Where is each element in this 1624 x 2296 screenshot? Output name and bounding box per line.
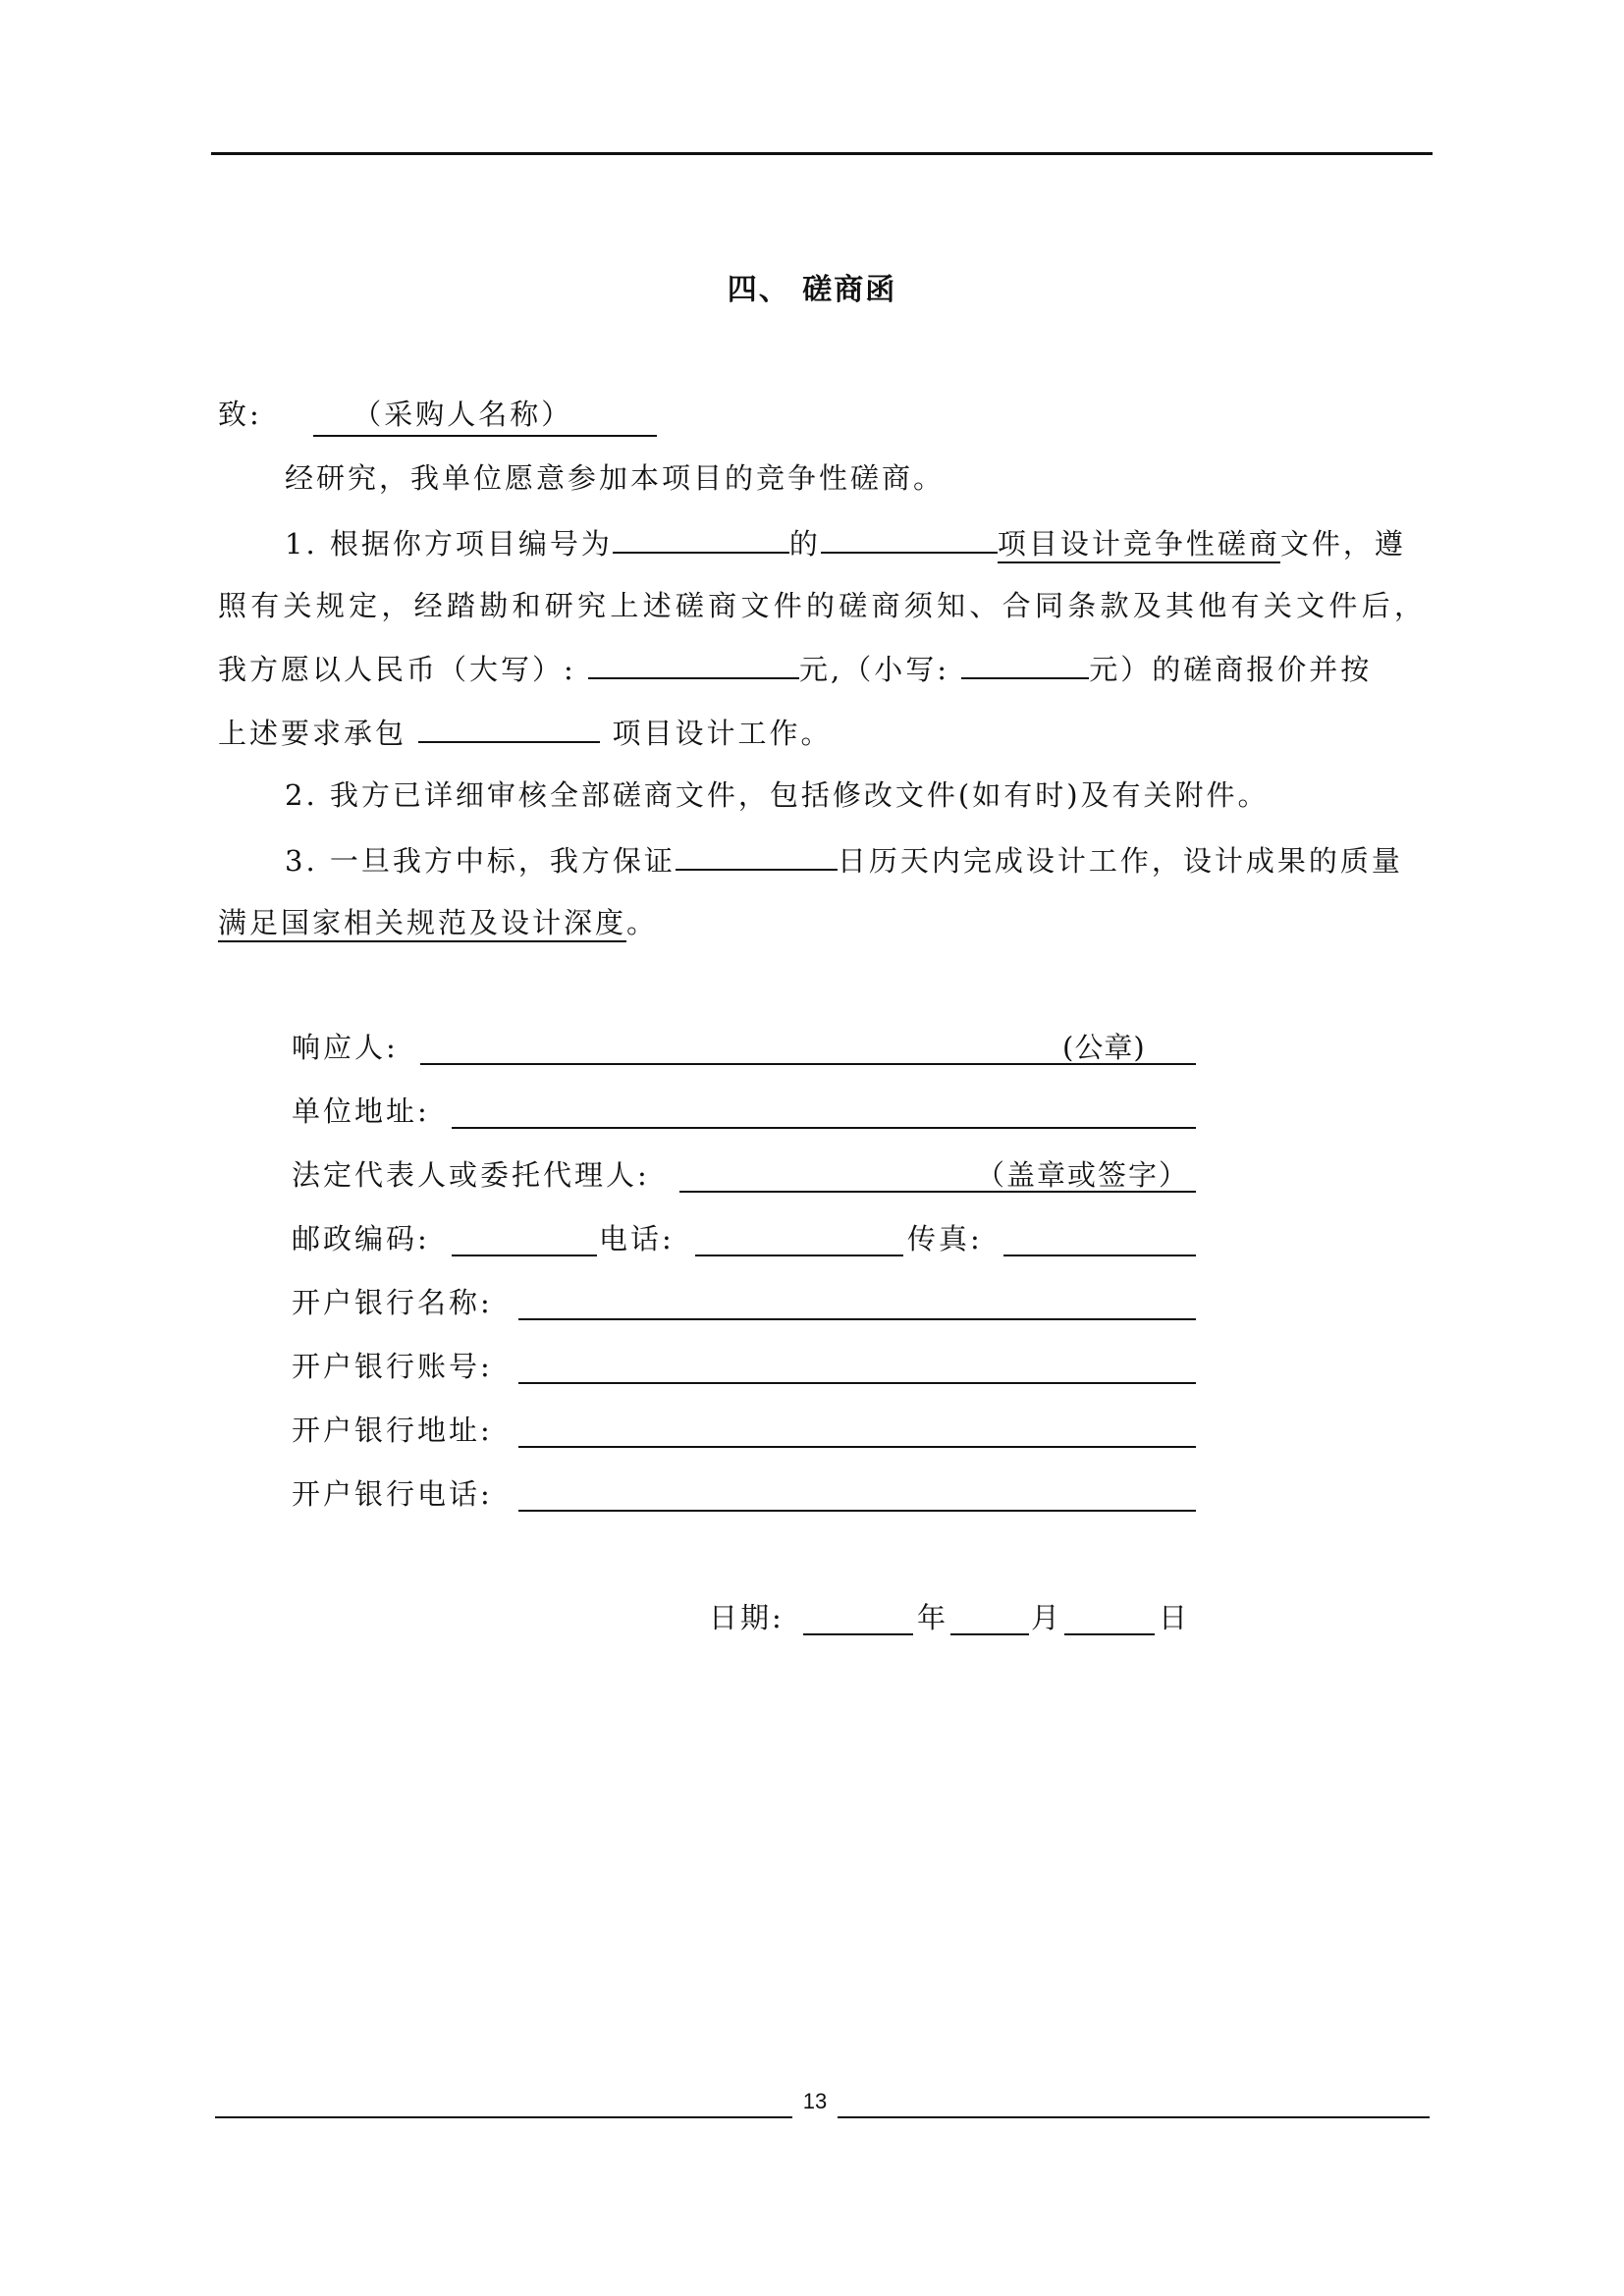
clause3-period: 。 (626, 906, 659, 939)
clause1-line2: 照有关规定，经踏勘和研究上述磋商文件的磋商须知、合同条款及其他有关文件后， (218, 589, 1426, 622)
price-upper-label: 我方愿以人民币（大写）: (218, 653, 576, 686)
date-label: 日期: (709, 1601, 785, 1634)
clause3-text-a: 3. 一旦我方中标，我方保证 (285, 844, 676, 878)
clause1-line3 (218, 648, 1372, 689)
date-day-field[interactable] (1064, 1633, 1155, 1635)
project-number-field[interactable] (613, 522, 789, 554)
contract-text-b: 项目设计工作。 (612, 717, 833, 750)
salutation (218, 395, 657, 437)
clause1-line4 (218, 712, 832, 753)
contract-text-a: 上述要求承包 (218, 717, 407, 750)
footer-rule-right (838, 2116, 1430, 2118)
postal-code-field[interactable] (452, 1255, 597, 1256)
intro-paragraph: 经研究，我单位愿意参加本项目的竞争性磋商。 (285, 461, 946, 495)
header-rule (211, 152, 1433, 155)
phone-field[interactable] (695, 1255, 903, 1256)
bank-name-field[interactable] (518, 1318, 1196, 1320)
duration-days-field[interactable] (676, 839, 838, 871)
project-name-field[interactable] (821, 522, 998, 554)
page-title: 四、 磋商函 (727, 273, 897, 307)
date-month-field[interactable] (950, 1633, 1029, 1635)
bank-address-label: 开户银行地址: (292, 1414, 493, 1447)
bank-phone-field[interactable] (518, 1510, 1196, 1512)
contract-project-field[interactable] (418, 712, 600, 743)
clause3-line2 (218, 903, 658, 942)
postal-code-label: 邮政编码: (292, 1222, 430, 1255)
price-tail-text: 元）的磋商报价并按 (1089, 653, 1373, 686)
clause1-text-b: 的 (788, 527, 821, 561)
salutation-label: 致: (218, 398, 262, 431)
clause1-text-a: 1. 根据你方项目编号为 (285, 527, 613, 561)
quality-requirement: 满足国家相关规范及设计深度 (218, 906, 626, 942)
phone-label: 电话: (599, 1222, 675, 1255)
bank-phone-label: 开户银行电话: (292, 1477, 493, 1511)
representative-seal-note: （盖章或签字） (976, 1158, 1190, 1192)
bank-address-field[interactable] (518, 1446, 1196, 1448)
price-upper-field[interactable] (588, 648, 799, 679)
fax-label: 传真: (907, 1222, 983, 1255)
price-lower-field[interactable] (961, 648, 1089, 679)
date-year-field[interactable] (803, 1633, 913, 1635)
clause1-line1 (285, 522, 1406, 563)
price-lower-label: 元,（小写: (799, 653, 949, 686)
representative-label: 法定代表人或委托代理人: (292, 1158, 650, 1192)
project-doc-name: 项目设计竞争性磋商 (998, 527, 1280, 563)
recipient-field[interactable]: （采购人名称） (313, 395, 657, 437)
bank-account-field[interactable] (518, 1382, 1196, 1384)
address-label: 单位地址: (292, 1095, 430, 1128)
bank-account-label: 开户银行账号: (292, 1350, 493, 1383)
date-month-label: 月 (1031, 1601, 1063, 1634)
date-year-label: 年 (917, 1601, 949, 1634)
date-day-label: 日 (1159, 1601, 1191, 1634)
clause2-paragraph: 2. 我方已详细审核全部磋商文件，包括修改文件(如有时)及有关附件。 (285, 778, 1270, 812)
responder-seal-note: (公章) (1062, 1031, 1146, 1064)
footer-rule-left (215, 2116, 792, 2118)
fax-field[interactable] (1003, 1255, 1196, 1256)
bank-name-label: 开户银行名称: (292, 1286, 493, 1319)
address-field[interactable] (452, 1127, 1196, 1129)
clause3-text-b: 日历天内完成设计工作，设计成果的质量 (837, 844, 1403, 878)
responder-label: 响应人: (292, 1031, 399, 1064)
clause1-text-c: 文件，遵 (1279, 527, 1406, 561)
page-number: 13 (802, 2089, 828, 2113)
clause3-line1 (285, 839, 1403, 881)
